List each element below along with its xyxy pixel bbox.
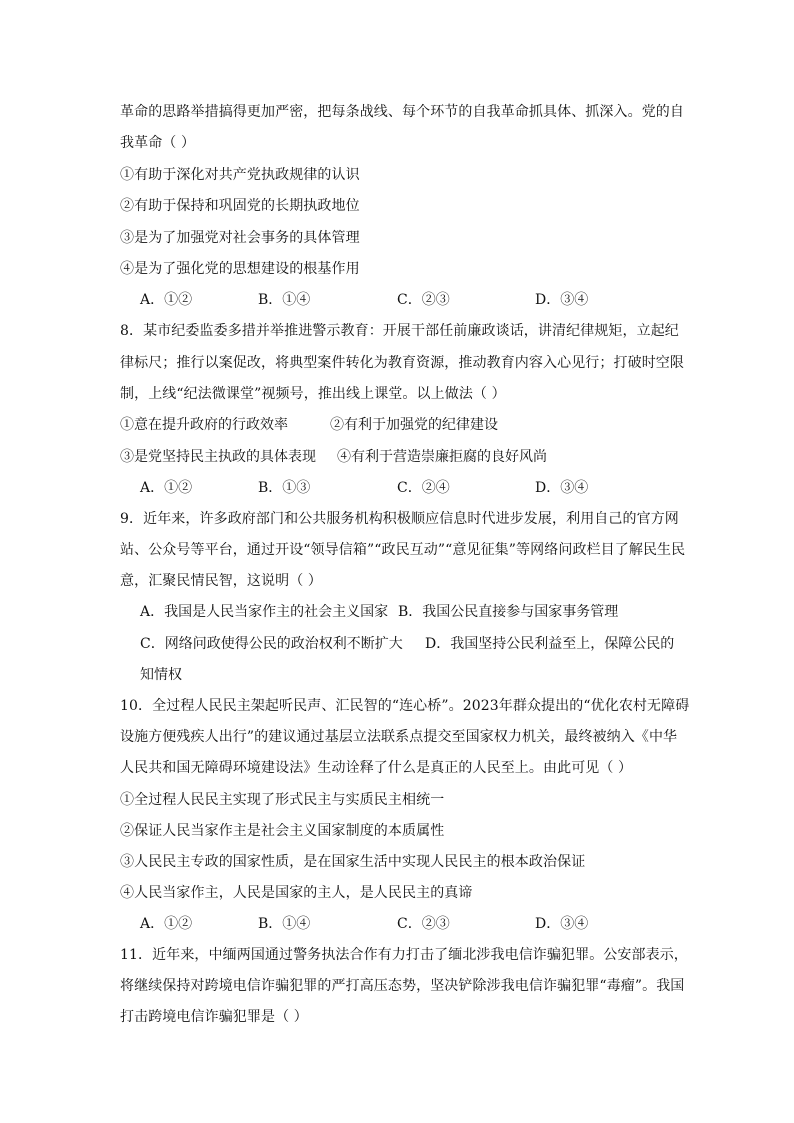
question-10-stem-line-3: 人民共和国无障碍环境建设法》生动诠释了什么是真正的人民至上。由此可见（ ） (120, 760, 633, 776)
question-7-option-a: A．①② (140, 292, 193, 308)
question-8-statement-1: ①意在提升政府的行政效率 (120, 417, 288, 433)
question-10-statement-2: ②保证人民当家作主是社会主义国家制度的本质属性 (120, 823, 445, 839)
question-9-stem-line-1: 9．近年来，许多政府部门和公共服务机构积极顺应信息时代进步发展，利用自己的官方网 (120, 511, 679, 527)
question-8-statement-2: ②有利于加强党的纪律建设 (330, 417, 498, 433)
question-10-statement-3: ③人民民主专政的国家性质，是在国家生活中实现人民民主的根本政治保证 (120, 854, 586, 870)
question-9-stem-line-2: 站、公众号等平台，通过开设“领导信箱”“政民互动”“意见征集”等网络问政栏目了解民生民 (120, 542, 686, 558)
question-8-statement-3: ③是党坚持民主执政的具体表现 (120, 449, 316, 465)
question-7-option-d: D．③④ (535, 292, 589, 308)
question-7-statement-3: ③是为了加强党对社会事务的具体管理 (120, 230, 360, 246)
question-8-stem-line-3: 制，上线“纪法微课堂”视频号，推出线上课堂。以上做法（ ） (120, 386, 506, 402)
question-9-option-c: C．网络问政使得公民的政治权利不断扩大 (140, 636, 403, 652)
question-8-option-d: D．③④ (535, 480, 589, 496)
question-8-stem-line-1: 8．某市纪委监委多措并举推进警示教育：开展干部任前廉政谈话，讲清纪律规矩，立起纪 (120, 323, 679, 339)
question-11-stem-line-1: 11．近年来，中缅两国通过警务执法合作有力打击了缅北涉我电信诈骗犯罪。公安部表示， (120, 947, 688, 963)
question-9-option-d: D．我国坚持公民利益至上，保障公民的 (425, 636, 675, 652)
question-9-stem-line-3: 意，汇聚民情民智，这说明（ ） (120, 573, 322, 589)
question-7-statement-4: ④是为了强化党的思想建设的根基作用 (120, 261, 360, 277)
question-8-stem-line-2: 律标尺；推行以案促改，将典型案件转化为教育资源，推动教育内容入心见行；打破时空限 (120, 355, 684, 371)
question-7-stem-line-2: 我革命（ ） (120, 135, 196, 151)
question-10-stem-line-2: 设施方便残疾人出行”的建议通过基层立法联系点提交至国家权力机关，最终被纳入《中华 (120, 729, 678, 745)
question-7-statement-2: ②有助于保持和巩固党的长期执政地位 (120, 198, 360, 214)
question-10-stem-line-1: 10．全过程人民民主架起听民声、汇民智的“连心桥”。2023年群众提出的“优化农村无障碍 (120, 698, 690, 714)
question-7-option-b: B．①④ (258, 292, 311, 308)
question-8-statement-4: ④有利于营造崇廉拒腐的良好风尚 (337, 449, 547, 465)
question-7-stem-line-1: 革命的思路举措搞得更加严密，把每条战线、每个环节的自我革命抓具体、抓深入。党的自 (120, 104, 684, 120)
question-8-option-c: C．②④ (397, 480, 450, 496)
question-9-option-b: B．我国公民直接参与国家事务管理 (398, 604, 619, 620)
question-11-stem-line-3: 打击跨境电信诈骗犯罪是（ ） (120, 1009, 308, 1025)
question-10-option-d: D．③④ (535, 916, 589, 932)
question-10-option-a: A．①② (140, 916, 193, 932)
question-10-statement-4: ④人民当家作主，人民是国家的主人，是人民民主的真谛 (120, 885, 473, 901)
question-10-statement-1: ①全过程人民民主实现了形式民主与实质民主相统一 (120, 792, 445, 808)
question-9-option-a: A．我国是人民当家作主的社会主义国家 (140, 604, 389, 620)
question-11-stem-line-2: 将继续保持对跨境电信诈骗犯罪的严打高压态势，坚决铲除涉我电信诈骗犯罪“毒瘤”。我国 (120, 978, 685, 994)
question-10-option-c: C．②③ (397, 916, 450, 932)
question-8-option-b: B．①③ (258, 480, 311, 496)
question-7-option-c: C．②③ (397, 292, 450, 308)
question-7-statement-1: ①有助于深化对共产党执政规律的认识 (120, 167, 360, 183)
question-8-option-a: A．①② (140, 480, 193, 496)
question-10-option-b: B．①④ (258, 916, 311, 932)
question-9-option-d-continued: 知情权 (140, 667, 182, 683)
